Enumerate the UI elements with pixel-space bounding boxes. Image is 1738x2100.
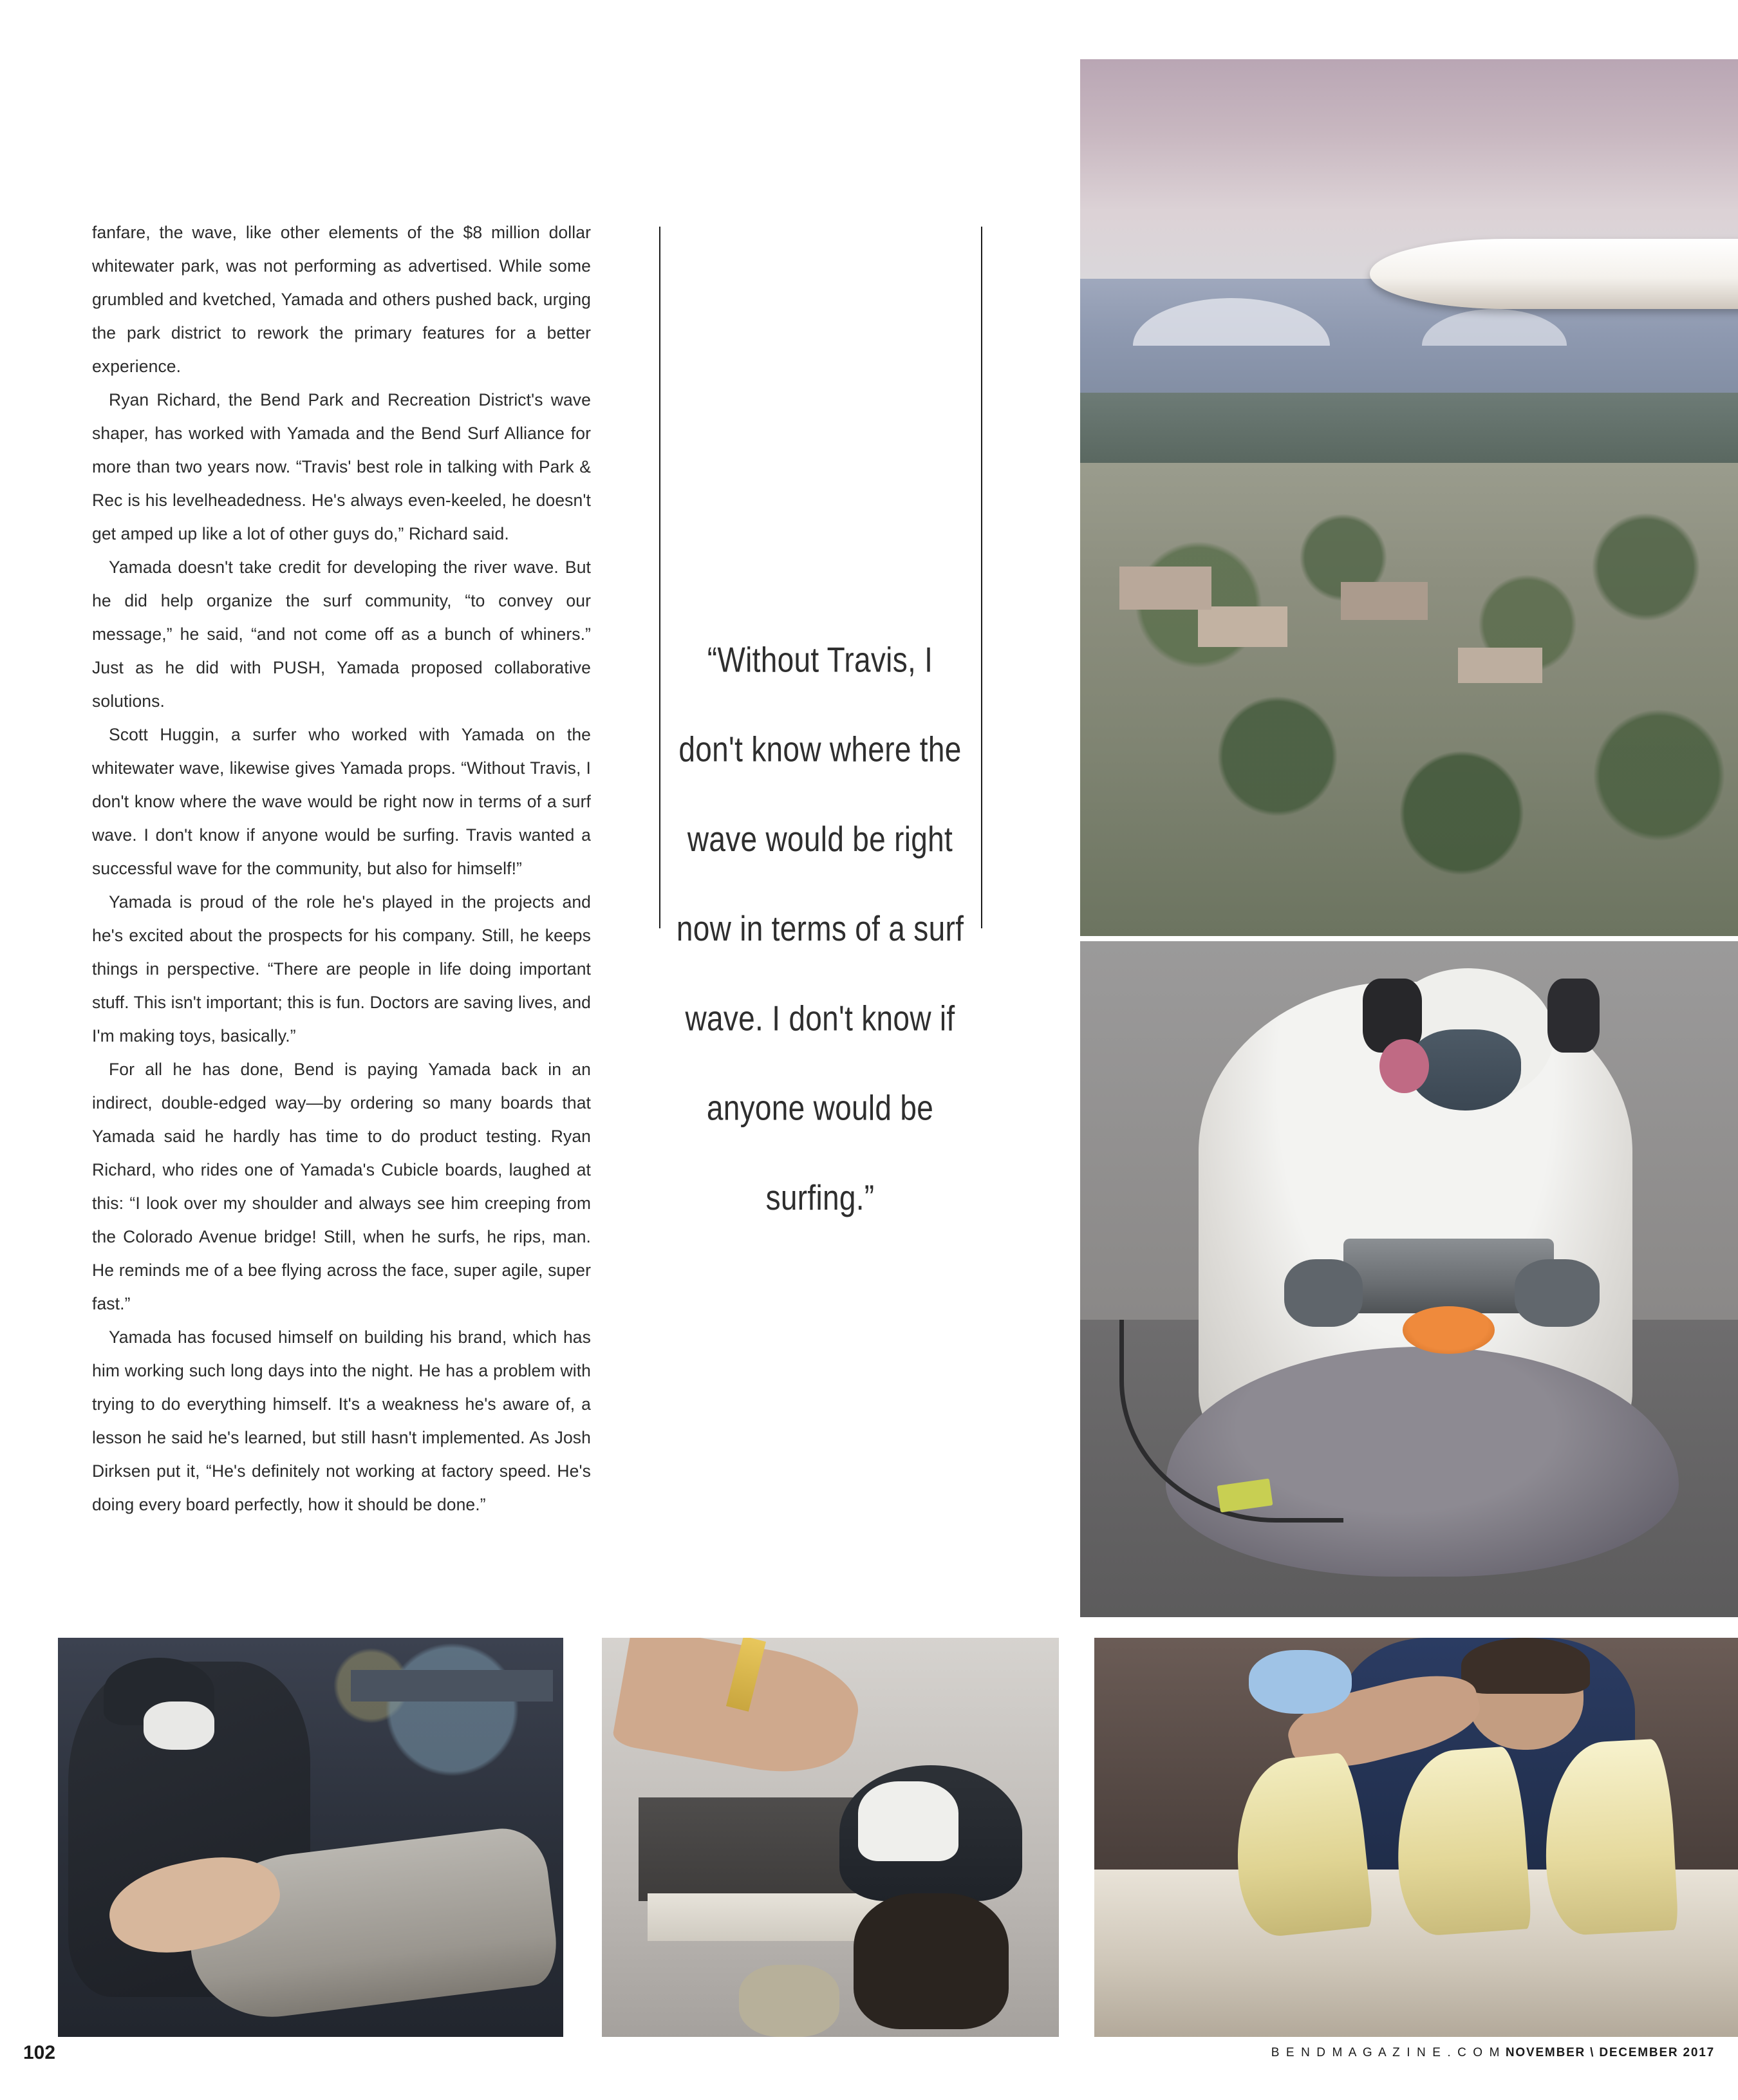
photo-surfboard-over-skyline bbox=[1080, 59, 1738, 936]
article-paragraph: Yamada is proud of the role he's played in the projects and he's excited about the prospects for his company. Still, he keeps things in perspective. “There are people in life doing important stuff. This isn't important; this is fun. Doctors are saving lives, and I'm making toys, basically.” bbox=[92, 892, 591, 1045]
surfboard-nose bbox=[1370, 239, 1738, 309]
photo-marking-rail bbox=[602, 1638, 1059, 2037]
ear-protection-right bbox=[1547, 979, 1600, 1053]
worker-hair bbox=[1461, 1638, 1590, 1694]
article-body bbox=[92, 216, 591, 1521]
article-paragraph: Scott Huggin, a surfer who worked with Yamada on the whitewater wave, likewise gives Yamada props. “Without Travis, I don't know where the wave would be right now in terms of a surf wave. I don't know if anyone would be surfing. Travis wanted a successful wave for the community, but also for himself!” bbox=[92, 725, 591, 878]
photo-installing-fins bbox=[1094, 1638, 1738, 2037]
sanding-pad bbox=[1403, 1306, 1495, 1354]
glove-left bbox=[1284, 1259, 1363, 1327]
photo-hand-sanding-blank bbox=[58, 1638, 563, 2037]
photo-shaper-sanding bbox=[1080, 941, 1738, 1617]
respirator-filter bbox=[1379, 1039, 1429, 1093]
article-paragraph: For all he has done, Bend is paying Yamada back in an indirect, double-edged way—by ordering so many boards that Yamada said he hardly has time to do product testing. Ryan Richard, who rides one of Yamada's Cubicle boards, laughed at this: “I look over my shoulder and always see him creeping from the Colorado Avenue bridge! Still, when he surfs, he rips, man. He reminds me of a bee flying across the face, super agile, super fast.” bbox=[92, 1060, 591, 1313]
pullquote-rule-left bbox=[659, 227, 660, 928]
glove-right bbox=[1515, 1259, 1600, 1327]
work-glove bbox=[739, 1965, 839, 2037]
hair bbox=[854, 1893, 1009, 2029]
article-paragraph: Ryan Richard, the Bend Park and Recreation District's wave shaper, has worked with Yamada and the Bend Surf Alliance for more than two years now. “Travis' best role in talking with Park & Rec is his levelheadedness. He's always even-keeled, he doesn't get amped up like a lot of other guys do,” Richard said. bbox=[92, 390, 591, 543]
footer-issue-date: NOVEMBER \ DECEMBER 2017 bbox=[1505, 2046, 1715, 2059]
footer-website: B E N D M A G A Z I N E . C O M bbox=[1271, 2046, 1501, 2059]
article-paragraph: Yamada has focused himself on building his brand, which has him working such long days into the night. He has a problem with trying to do everything himself. It's a weakness he's aware of, a lesson he said he's learned, but still hasn't implemented. As Josh Dirksen put it, “He's definitely not working at factory speed. He's doing every board perfectly, how it should be done.” bbox=[92, 1327, 591, 1514]
article-paragraph: Yamada doesn't take credit for developing the river wave. But he did help organize the surf community, “to convey our message,” he said, “and not come off as a bunch of whiners.” Just as he did with PUSH, Yamada proposed collaborative solutions. bbox=[92, 558, 591, 711]
page-number: 102 bbox=[23, 2042, 56, 2063]
dust-mask bbox=[144, 1702, 214, 1749]
footer bbox=[1271, 2046, 1715, 2060]
town-below bbox=[1080, 463, 1738, 936]
cap-front-panel bbox=[858, 1781, 958, 1861]
article-paragraph: fanfare, the wave, like other elements of the $8 million dollar whitewater park, was not performing as advertised. While some grumbled and kvetched, Yamada and others pushed back, urging the park district to rework the primary features for a better experience. bbox=[92, 223, 591, 376]
pullquote: “Without Travis, I don't know where the wave would be right now in terms of a surf wave. I don't know if anyone would be surfing.” bbox=[676, 639, 964, 1217]
pullquote-rule-right bbox=[981, 227, 982, 928]
latex-glove bbox=[1249, 1650, 1352, 1714]
shelf bbox=[351, 1670, 553, 1702]
